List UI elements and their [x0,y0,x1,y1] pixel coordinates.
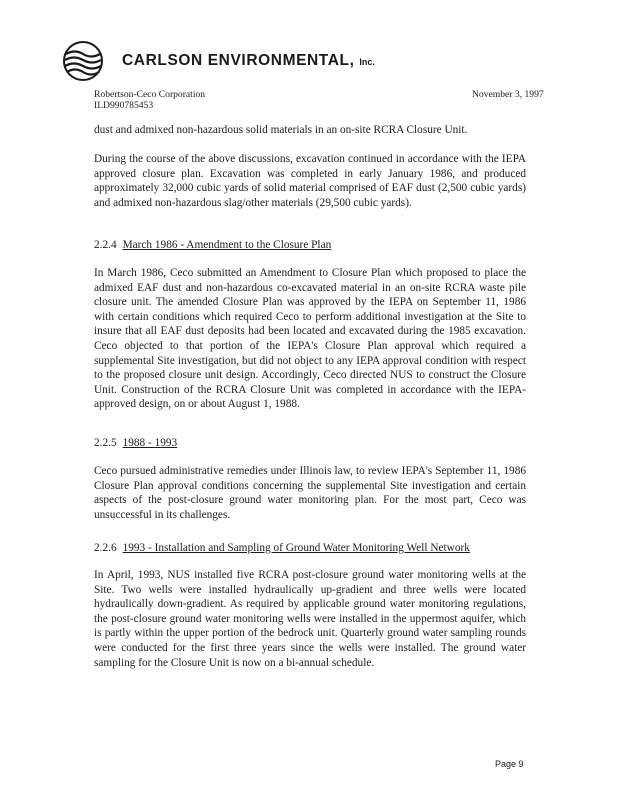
header-client-block [94,89,205,111]
company-name-text: CARLSON ENVIRONMENTAL, [122,52,355,69]
header-date: November 3, 1997 [472,89,544,100]
header-id: ILD990785453 [94,100,154,111]
section-title: 1988 - 1993 [122,437,178,449]
paragraph-monitoring-wells: In April, 1993, NUS installed five RCRA post-closure ground water monitoring wells at the Site. Two wells were installed hydraulically up-gradient and three wells were located hydraulically down-gradient. As required by applicable ground water monitoring regulations, the post-closure ground water monitoring wells were installed in the uppermost aquifer, which is partly within the upper portion of the bedrock unit. Quarterly ground water sampling rounds were conducted for the first three years since the wells were installed. The ground water sampling for the Closure Unit is now on a bi-annual schedule. [94,569,526,669]
paragraph-remedies: Ceco pursued administrative remedies under Illinois law, to review IEPA's September 11, 1986 Closure Plan approval conditions concerning the supplemental Site investigation and certain aspects of the post-closure ground water monitoring plan. For the most part, Ceco was unsuccessful in its challenges. [94,465,526,521]
section-heading-2-2-5 [94,436,177,450]
page-number: Page 9 [495,759,524,769]
section-number: 2.2.6 [94,542,117,554]
section-heading-2-2-4 [94,238,331,252]
company-name [122,52,375,70]
section-title: March 1986 - Amendment to the Closure Plan [122,239,332,251]
company-logo-icon [62,40,104,82]
paragraph-amendment: In March 1986, Ceco submitted an Amendment to Closure Plan which proposed to place the admixed EAF dust and non-hazardous co-excavated material in an on-site RCRA waste pile closure unit. The amended Closure Plan was approved by the IEPA on September 11, 1986 with certain conditions which required Ceco to perform additional investigation at the Site to insure that all EAF dust deposits had been located and excavated during the 1985 excavation. Ceco objected to that portion of the IEPA's Closure Plan approval which required a supplemental Site investigation, but did not object to any IEPA approval condition with respect to the proposed closure unit design. Accordingly, Ceco directed NUS to construct the Closure Unit. Construction of the RCRA Closure Unit was completed in accordance with the IEPA-approved design, on or about August 1, 1988. [94,267,526,411]
header-client: Robertson-Ceco Corporation [94,89,206,100]
section-number: 2.2.5 [94,437,117,449]
paragraph-excavation: During the course of the above discussions, excavation continued in accordance with the IEPA approved closure plan. Excavation was completed in early January 1986, and produced approximately 32,000 cubic yards of solid material comprised of EAF dust (2,500 cubic yards) and admixed non-hazardous slag/other materials (29,500 cubic yards). [94,153,526,209]
section-title: 1993 - Installation and Sampling of Ground Water Monitoring Well Network [122,542,470,554]
section-number: 2.2.4 [94,239,117,251]
company-suffix: Inc. [359,57,375,67]
paragraph-continued: dust and admixed non-hazardous solid materials in an on-site RCRA Closure Unit. [94,124,468,136]
section-heading-2-2-6 [94,541,470,555]
